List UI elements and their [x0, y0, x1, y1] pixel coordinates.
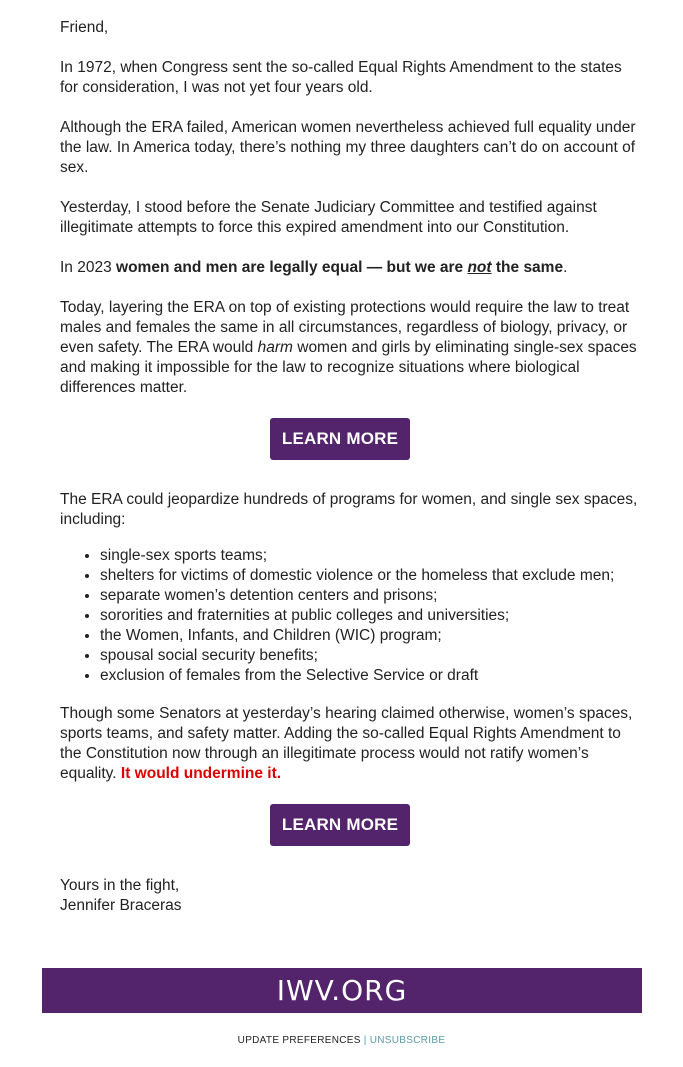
p7-red: It would undermine it.: [120, 765, 282, 782]
footer-brand-bar[interactable]: [42, 968, 642, 1013]
programs-list: [60, 546, 640, 686]
paragraph-testimony: Yesterday, I stood before the Senate Judiciary Committee and testified against illegitimate attempts to force this expired amendment into our Constitution.: [60, 199, 597, 236]
cta-wrap-2: [60, 804, 640, 846]
list-item: • single-sex sports teams;: [100, 546, 640, 566]
p5-text-b: women and girls by eliminating single-sex spaces and making it impossible for the law to recognize situations where biological differences matter.: [60, 339, 637, 396]
signature: Jennifer Braceras: [60, 897, 182, 914]
p4-not: not: [467, 259, 492, 276]
brand-logo-text: IWV.ORG: [276, 974, 408, 1007]
learn-more-button-1[interactable]: LEARN MORE: [270, 418, 410, 460]
list-item: • spousal social security benefits;: [100, 646, 640, 666]
list-item: • exclusion of females from the Selective Service or draft: [100, 666, 640, 686]
signoff: [60, 876, 640, 916]
paragraph-jeopardize: The ERA could jeopardize hundreds of programs for women, and single sex spaces, including:: [60, 491, 638, 528]
list-item: • sororities and fraternities at public colleges and universities;: [100, 606, 640, 626]
cta-wrap-1: [60, 418, 640, 460]
p4-bold-b: the same: [491, 259, 564, 276]
unsubscribe-link[interactable]: UNSUBSCRIBE: [369, 1035, 446, 1046]
p4-bold-a: women and men are legally equal — but we are: [116, 259, 468, 276]
paragraph-era-failed: Although the ERA failed, American women nevertheless achieved full equality under the law. In America today, there’s nothing my three daughters can’t do on account of sex.: [60, 119, 636, 176]
closing: Yours in the fight,: [60, 877, 180, 894]
paragraph-1972: In 1972, when Congress sent the so-called Equal Rights Amendment to the states for consideration, I was not yet four years old.: [60, 59, 622, 96]
p7-text: Though some Senators at yesterday’s hearing claimed otherwise, women’s spaces, sports teams, and safety matter. Adding the so-called Equal Rights Amendment to the Constitution now through an illegitimate process would not ratify women’s equality.: [60, 705, 633, 782]
paragraph-senators: [60, 704, 640, 784]
paragraph-2023: [60, 258, 640, 278]
p5-text-a: Today, layering the ERA on top of existing protections would require the law to treat males and females the same in all circumstances, regardless of biology, privacy, or even safety. The ERA would: [60, 299, 630, 356]
list-item: • shelters for victims of domestic violence or the homeless that exclude men;: [100, 566, 640, 586]
footer-links: [0, 1035, 683, 1046]
p4-intro: In 2023: [60, 259, 117, 276]
list-item: • separate women’s detention centers and prisons;: [100, 586, 640, 606]
learn-more-button-2[interactable]: LEARN MORE: [270, 804, 410, 846]
update-preferences-link[interactable]: UPDATE PREFERENCES: [237, 1035, 361, 1046]
greeting: Friend,: [60, 19, 109, 36]
p5-harm: harm: [257, 339, 293, 356]
footer-separator: |: [363, 1035, 370, 1046]
paragraph-layering: [60, 298, 640, 398]
p4-end: .: [563, 259, 568, 276]
email-body: [60, 18, 640, 936]
list-item: • the Women, Infants, and Children (WIC) program;: [100, 626, 640, 646]
